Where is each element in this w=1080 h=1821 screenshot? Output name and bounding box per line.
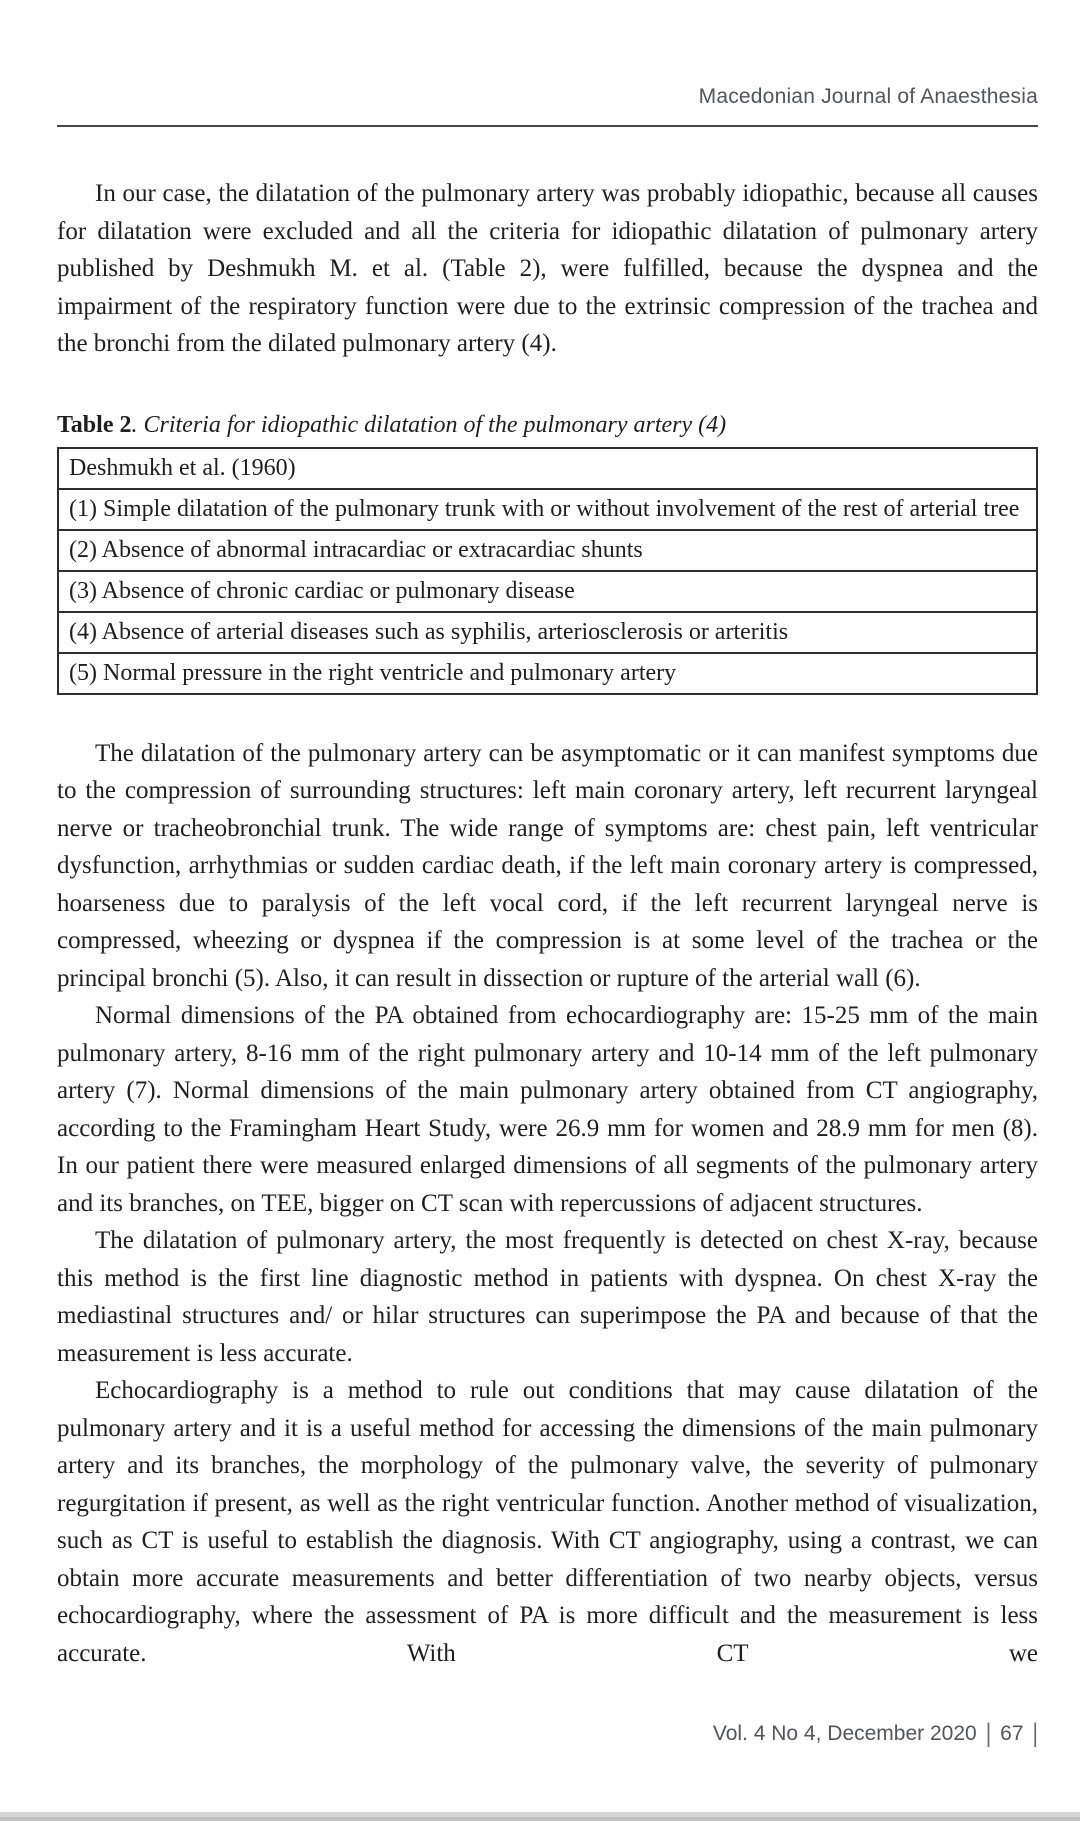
table-caption: [57, 411, 1038, 439]
criteria-cell: (3) Absence of chronic cardiac or pulmonary disease: [58, 571, 1037, 612]
paragraph: In our case, the dilatation of the pulmonary artery was probably idiopathic, because all causes for dilatation were excluded and all the criteria for idiopathic dilatation of pulmonary artery published by Deshmukh M. et al. (Table 2), were fulfilled, because the dyspnea and the impairment of the respiratory function were due to the extrinsic compression of the trachea and the bronchi from the dilated pulmonary artery (4).: [57, 180, 1038, 357]
table-row: [58, 448, 1037, 489]
criteria-cell: (4) Absence of arterial diseases such as syphilis, arteriosclerosis or arteritis: [58, 612, 1037, 653]
header-rule: [57, 125, 1038, 127]
footer-separator: |: [985, 1719, 992, 1748]
page-footer: [712, 1719, 1038, 1748]
table-row: [58, 571, 1037, 612]
criteria-cell: (2) Absence of abnormal intracardiac or extracardiac shunts: [58, 530, 1037, 571]
table-row: [58, 489, 1037, 530]
footer-page-number: 67: [1000, 1722, 1024, 1745]
table-row: [58, 612, 1037, 653]
table-caption-label: Table 2: [57, 411, 132, 438]
bottom-edge-bar: [0, 1812, 1080, 1821]
paragraph: The dilatation of pulmonary artery, the most frequently is detected on chest X-ray, because this method is the first line diagnostic method in patients with dyspnea. On chest X-ray the mediastinal structures and/ or hilar structures can superimpose the PA and because of that the measurement is less accurate.: [57, 1227, 1038, 1367]
table-row: [58, 653, 1037, 694]
table-row: [58, 530, 1037, 571]
table-caption-text: . Criteria for idiopathic dilatation of the pulmonary artery (4): [131, 411, 727, 438]
running-head-journal-title: Macedonian Journal of Anaesthesia: [698, 85, 1038, 108]
criteria-cell: (5) Normal pressure in the right ventricle and pulmonary artery: [58, 653, 1037, 694]
footer-separator: |: [1032, 1719, 1038, 1748]
paragraph: Normal dimensions of the PA obtained from echocardiography are: 15-25 mm of the main pulmonary artery, 8-16 mm of the right pulmonary artery and 10-14 mm of the left pulmonary artery (7). Normal dimensions of the main pulmonary artery obtained from CT angiography, according to the Framingham Heart Study, were 26.9 mm for women and 28.9 mm for men (8). In our patient there were measured enlarged dimensions of all segments of the pulmonary artery and its branches, on TEE, bigger on CT scan with repercussions of adjacent structures.: [57, 1002, 1038, 1217]
article-body: [57, 735, 1038, 1673]
footer-volume-text: Vol. 4 No 4, December 2020: [712, 1722, 977, 1745]
criteria-cell: Deshmukh et al. (1960): [58, 448, 1037, 489]
criteria-table: [57, 447, 1038, 695]
paragraph: The dilatation of the pulmonary artery can be asymptomatic or it can manifest symptoms due to the compression of surrounding structures: left main coronary artery, left recurrent laryngeal nerve or tracheobronchial trunk. The wide range of symptoms are: chest pain, left ventricular dysfunction, arrhythmias or sudden cardiac death, if the left main coronary artery is compressed, hoarseness due to paralysis of the left vocal cord, if the left recurrent laryngeal nerve is compressed, wheezing or dyspnea if the compression is at some level of the trachea or the principal bronchi (5). Also, it can result in dissection or rupture of the arterial wall (6).: [57, 739, 1038, 992]
criteria-cell: (1) Simple dilatation of the pulmonary trunk with or without involvement of the rest of arterial tree: [58, 489, 1037, 530]
paragraph: Echocardiography is a method to rule out conditions that may cause dilatation of the pulmonary artery and it is a useful method for accessing the dimensions of the main pulmonary artery and its branches, the morphology of the pulmonary valve, the severity of pulmonary regurgitation if present, as well as the right ventricular function. Another method of visualization, such as CT is useful to establish the diagnosis. With CT angiography, using a contrast, we can obtain more accurate measurements and better differentiation of two nearby objects, versus echocardiography, where the assessment of PA is more difficult and the measurement is less accurate. With CT we: [57, 1377, 1038, 1667]
